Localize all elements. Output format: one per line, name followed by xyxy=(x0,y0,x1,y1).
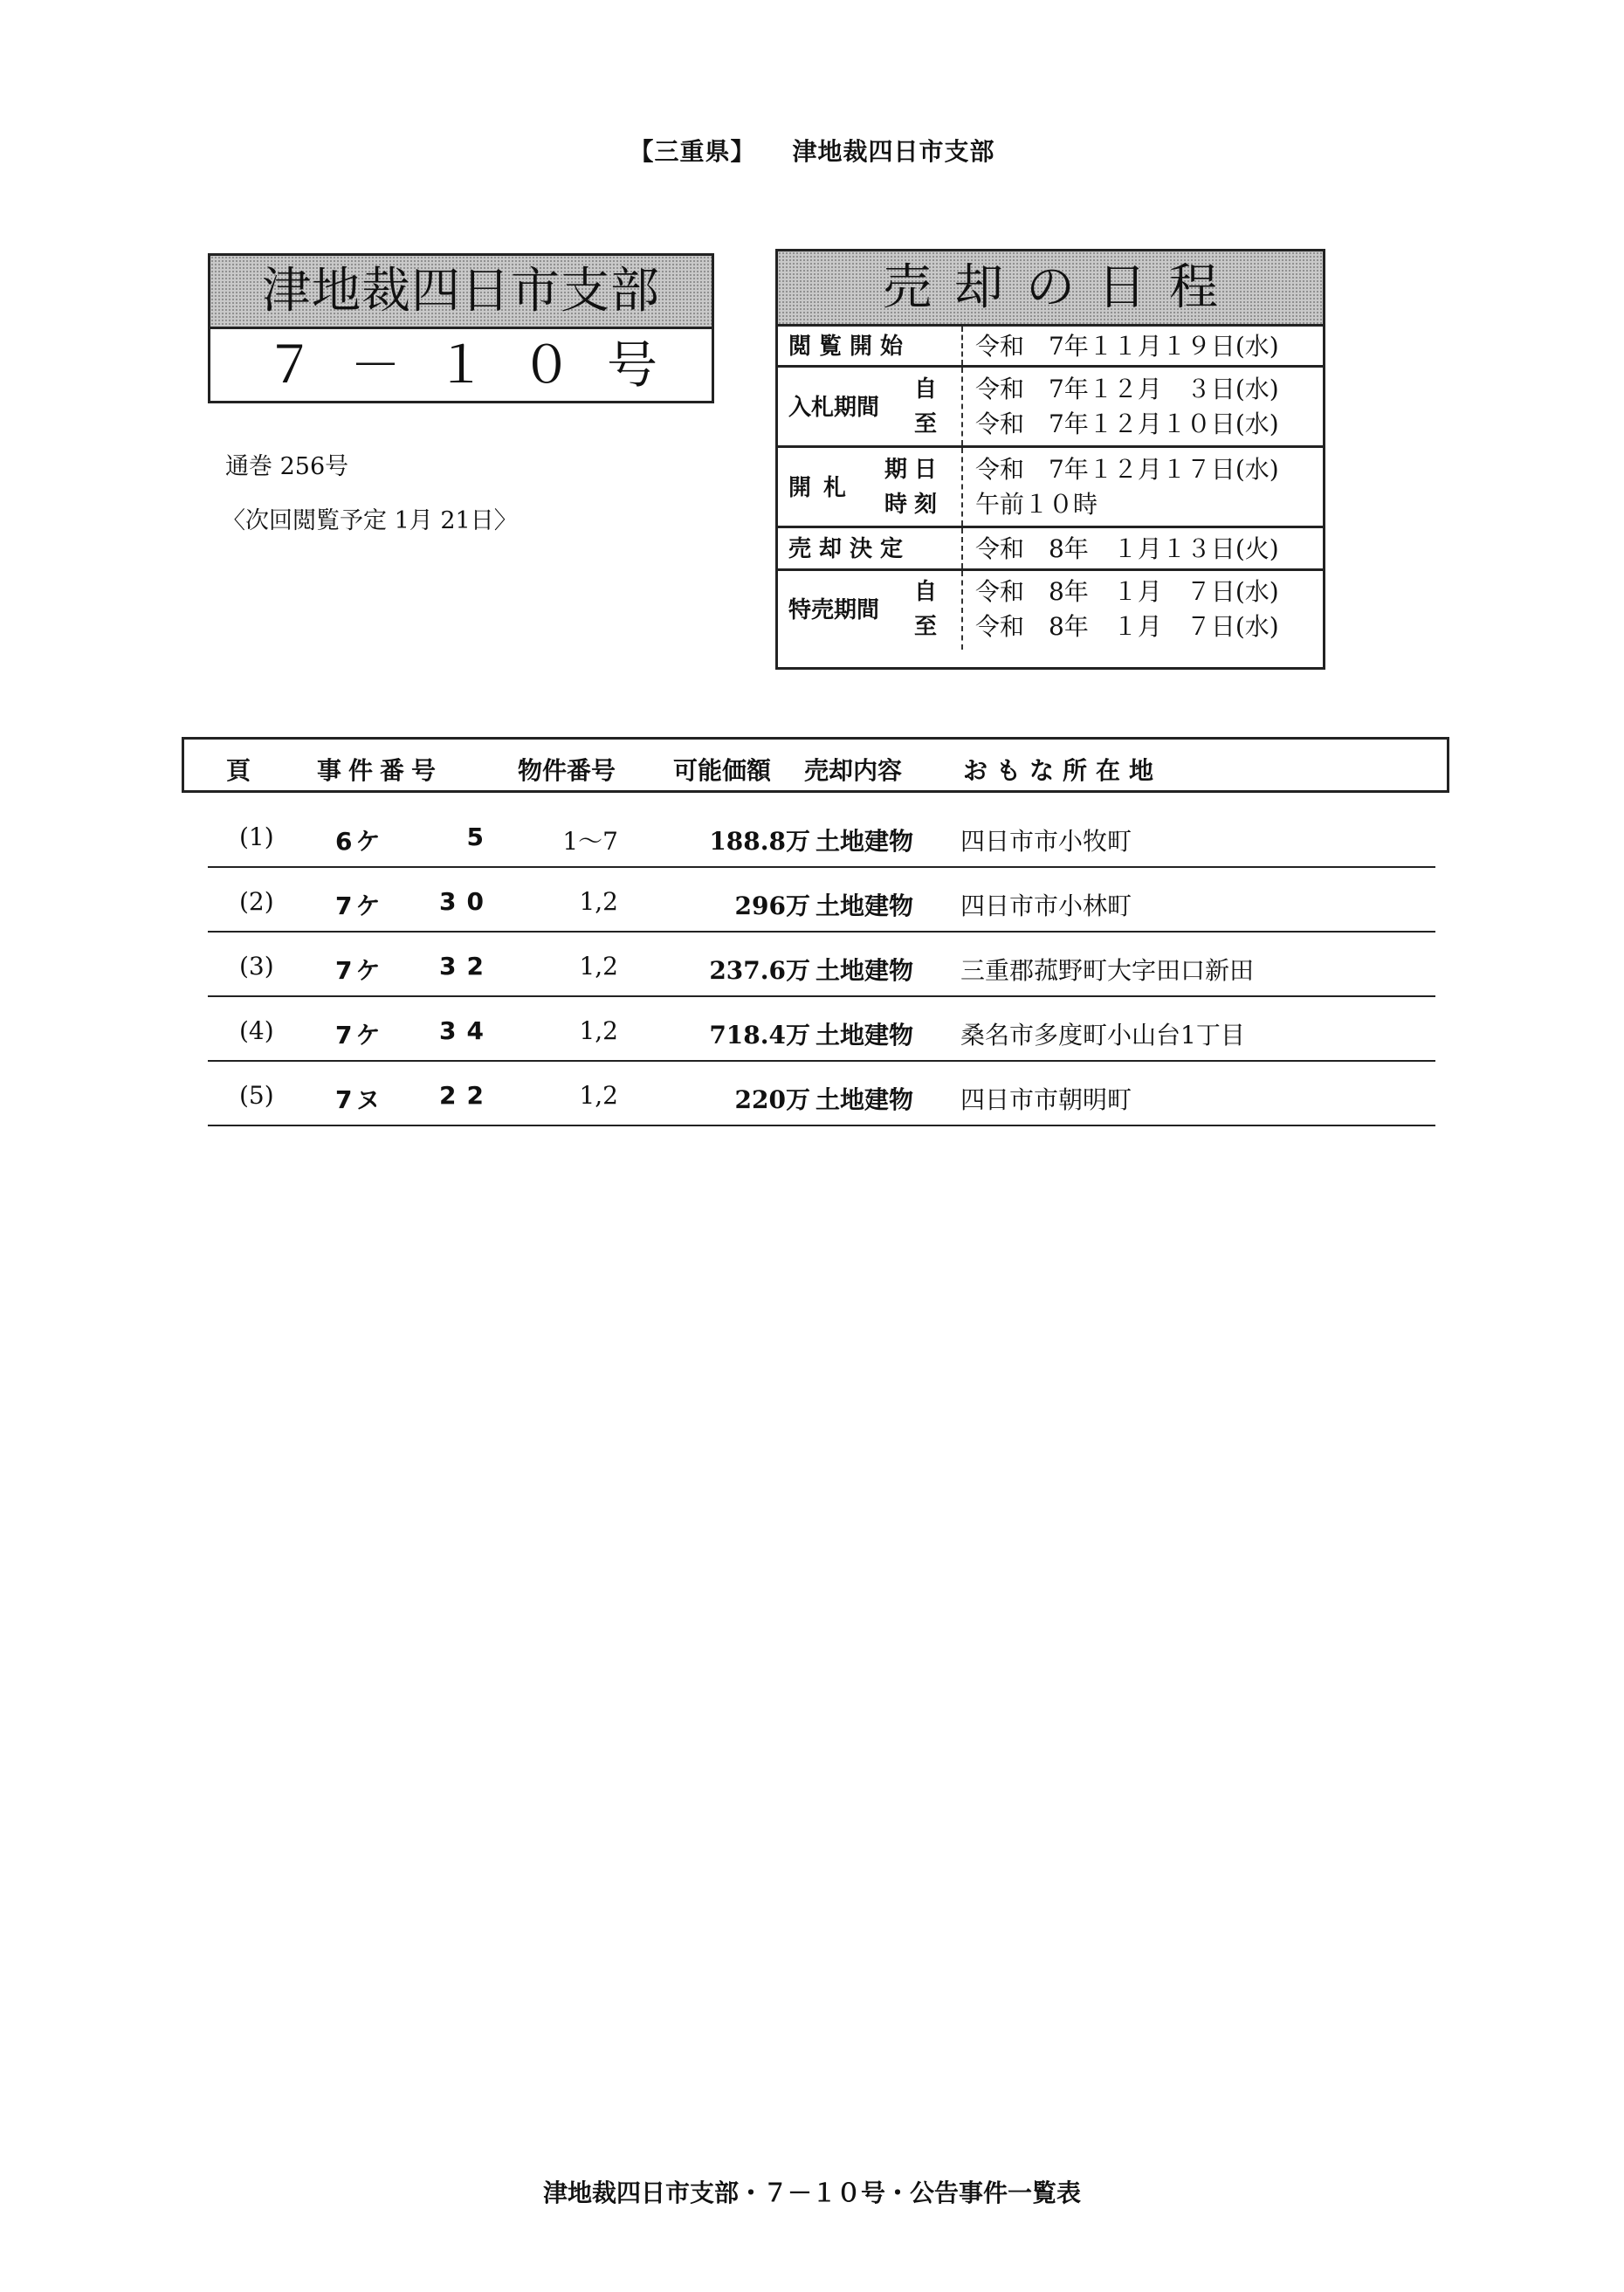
case-prefix: 7ヌ xyxy=(335,1085,384,1114)
schedule-label-bid-period: 入札期間 xyxy=(788,395,880,421)
schedule-value-bid-from: 令和 7年１２月 ３日(水) xyxy=(975,375,1279,403)
location: 四日市市朝明町 xyxy=(960,1085,1132,1114)
header-property-no: 物件番号 xyxy=(518,756,616,785)
schedule-value-opening-date: 令和 7年１２月１７日(水) xyxy=(975,455,1279,484)
schedule-label-bid-from: 自 xyxy=(913,376,944,403)
schedule-label-viewing-start: 閲覧開始 xyxy=(788,334,912,360)
case-prefix: 7ケ xyxy=(335,956,384,985)
header-court-branch: 津地裁四日市支部 xyxy=(792,137,995,166)
schedule-label-opening-time: 時刻 xyxy=(884,492,944,518)
property-number: 1,2 xyxy=(579,1016,618,1045)
schedule-value-bid-to: 令和 7年１２月１０日(水) xyxy=(975,410,1279,438)
schedule-value-special-to: 令和 8年 １月 ７日(水) xyxy=(975,612,1279,641)
min-price: 188.8万 xyxy=(709,827,810,856)
header-price: 可能価額 xyxy=(673,756,772,785)
schedule-label-special-from: 自 xyxy=(913,579,944,605)
title-box xyxy=(208,253,714,403)
sale-schedule-box xyxy=(775,249,1325,670)
case-number: 30 xyxy=(439,887,494,916)
min-price: 296万 xyxy=(734,891,810,920)
case-list xyxy=(208,803,1435,1126)
page-header xyxy=(0,133,1624,168)
header-sale-type: 売却内容 xyxy=(804,756,903,785)
schedule-label-sale-decision: 売却決定 xyxy=(788,536,912,562)
schedule-label-special-to: 至 xyxy=(913,614,944,640)
case-prefix: 7ケ xyxy=(335,891,384,920)
case-prefix: 7ケ xyxy=(335,1021,384,1050)
min-price: 237.6万 xyxy=(709,956,810,985)
next-viewing-date: 〈次回閲覧予定 1月 21日〉 xyxy=(222,507,518,534)
case-page: (4) xyxy=(239,1016,274,1045)
case-number: 34 xyxy=(439,1016,494,1045)
min-price: 220万 xyxy=(734,1085,810,1114)
case-row xyxy=(208,933,1435,997)
property-number: 1,2 xyxy=(579,887,618,916)
case-page: (3) xyxy=(239,952,274,981)
case-prefix: 6ケ xyxy=(335,827,384,856)
schedule-label-bid-to: 至 xyxy=(913,411,944,437)
schedule-label-opening-date: 期日 xyxy=(884,457,944,483)
schedule-row-sale-decision xyxy=(778,528,1323,571)
header-case-no: 事件番号 xyxy=(317,756,444,785)
case-number: 22 xyxy=(439,1081,494,1110)
schedule-title: 売却の日程 xyxy=(778,251,1323,327)
sale-type: 土地建物 xyxy=(815,956,914,985)
min-price: 718.4万 xyxy=(709,1021,810,1050)
sale-type: 土地建物 xyxy=(815,1085,914,1114)
header-location: おもな所在地 xyxy=(963,756,1163,785)
case-row xyxy=(208,868,1435,933)
schedule-row-viewing-start xyxy=(778,327,1323,368)
case-row xyxy=(208,997,1435,1062)
sale-type: 土地建物 xyxy=(815,891,914,920)
header-prefecture: 【三重県】 xyxy=(629,137,756,166)
schedule-row-special-sale xyxy=(778,571,1323,650)
schedule-value-opening-time: 午前１０時 xyxy=(975,490,1098,519)
case-row xyxy=(208,1062,1435,1126)
case-number: 32 xyxy=(439,952,494,981)
location: 桑名市多度町小山台1丁目 xyxy=(960,1021,1245,1050)
schedule-row-bid-period xyxy=(778,368,1323,448)
location: 四日市市小林町 xyxy=(960,891,1132,920)
sale-type: 土地建物 xyxy=(815,1021,914,1050)
schedule-row-opening xyxy=(778,448,1323,528)
case-page: (2) xyxy=(239,887,274,916)
title-court-name: 津地裁四日市支部 xyxy=(210,256,712,329)
schedule-label-special-sale: 特売期間 xyxy=(788,597,880,623)
case-number: 5 xyxy=(466,823,494,851)
case-list-header xyxy=(182,737,1449,793)
property-number: 1,2 xyxy=(579,1081,618,1110)
property-number: 1～7 xyxy=(562,827,618,856)
volume-number: 通巻 256号 xyxy=(225,453,349,480)
location: 四日市市小牧町 xyxy=(960,827,1132,856)
schedule-value-viewing-start: 令和 7年１１月１９日(水) xyxy=(975,332,1279,361)
header-page: 頁 xyxy=(226,756,251,785)
sale-type: 土地建物 xyxy=(815,827,914,856)
case-row xyxy=(208,803,1435,868)
location: 三重郡菰野町大字田口新田 xyxy=(960,956,1255,985)
schedule-value-special-from: 令和 8年 １月 ７日(水) xyxy=(975,577,1279,606)
page-footer: 津地裁四日市支部・７－１０号・公告事件一覧表 xyxy=(542,2178,1081,2207)
schedule-label-opening: 開札 xyxy=(788,475,859,501)
case-page: (5) xyxy=(239,1081,274,1110)
property-number: 1,2 xyxy=(579,952,618,981)
schedule-value-sale-decision: 令和 8年 １月１３日(火) xyxy=(975,534,1279,563)
title-issue-number: ７－１０号 xyxy=(264,335,692,395)
case-page: (1) xyxy=(239,823,274,851)
